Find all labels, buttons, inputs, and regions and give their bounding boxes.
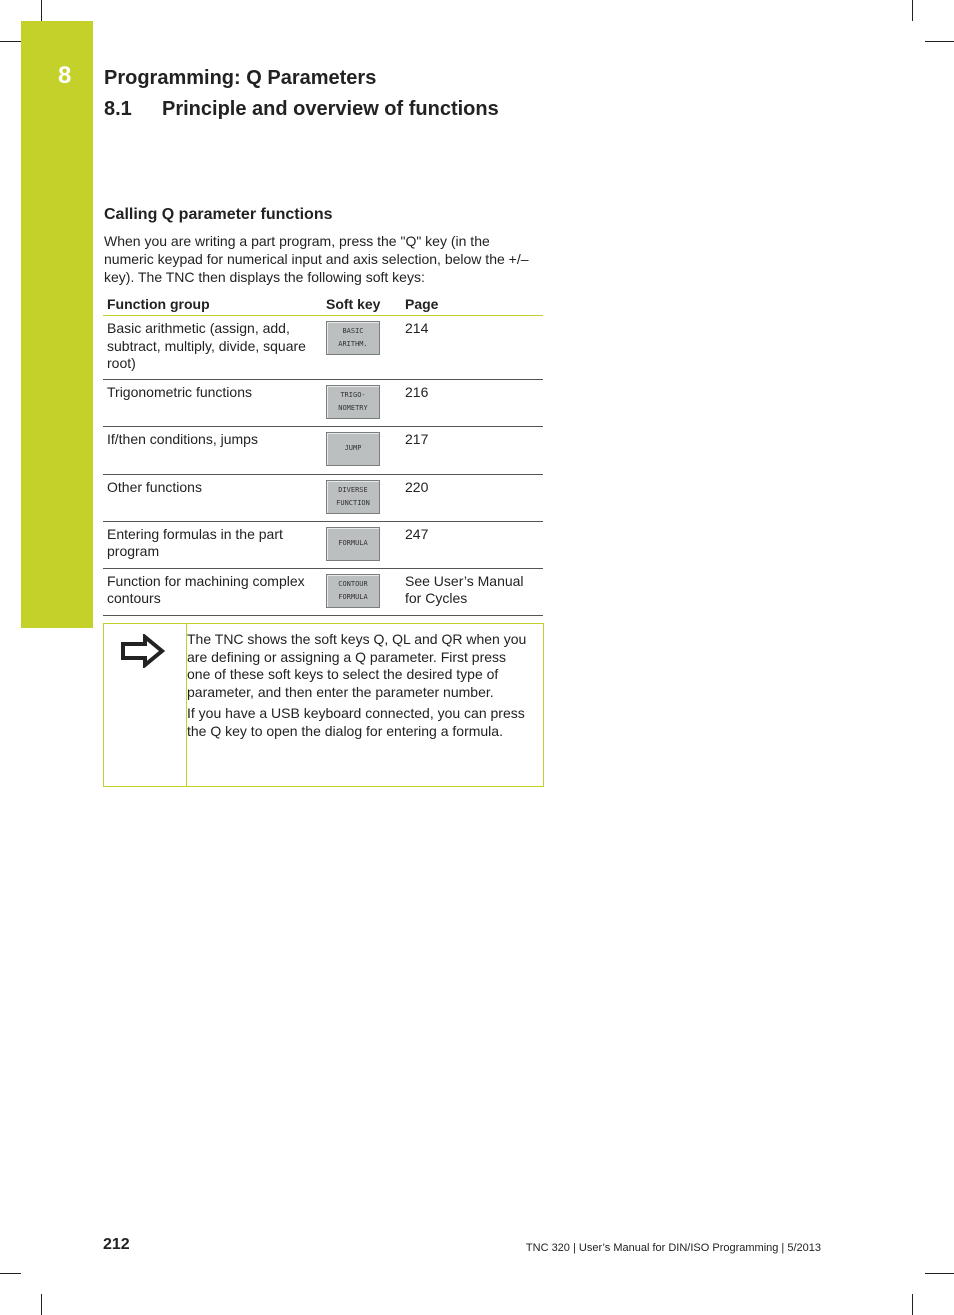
crop-mark [41, 0, 42, 21]
note-text [187, 631, 527, 744]
softkey-label: BASIC [342, 327, 364, 335]
arrow-right-icon [120, 634, 166, 673]
note-paragraph: The TNC shows the soft keys Q, QL and QR when you are defining or assigning a Q parameter. First press one of these soft keys to select the desired type of parameter, and then enter the parameter number. [187, 631, 527, 701]
page-cell: 216 [401, 379, 543, 426]
table-row [103, 426, 543, 474]
softkey-trigonometry[interactable] [326, 385, 380, 419]
softkey-basic-arithm[interactable] [326, 321, 380, 355]
crop-mark [925, 41, 954, 42]
column-header-function-group: Function group [103, 292, 322, 316]
softkey-jump[interactable] [326, 432, 380, 466]
softkey-label: FUNCTION [336, 498, 370, 507]
crop-mark [41, 1294, 42, 1315]
table-row [103, 474, 543, 521]
softkey-label: NOMETRY [338, 403, 368, 412]
column-header-soft-key: Soft key [322, 292, 401, 316]
page-cell: 247 [401, 521, 543, 568]
softkey-label: FORMULA [338, 539, 368, 547]
function-cell: Other functions [103, 474, 322, 521]
softkey-label: ARITHM. [338, 340, 368, 348]
function-table [103, 292, 543, 616]
note-paragraph: If you have a USB keyboard connected, you can press the Q key to open the dialog for entering a formula. [187, 705, 525, 740]
page-number: 212 [103, 1236, 130, 1253]
intro-paragraph: When you are writing a part program, press the "Q" key (in the numeric keypad for numerical input and axis selection, below the +/– key). The TNC then displays the following soft keys: [104, 233, 529, 285]
page-cell: 214 [401, 316, 543, 380]
column-header-page: Page [401, 292, 543, 316]
chapter-tab [21, 21, 93, 628]
page-cell: 217 [401, 426, 543, 474]
chapter-title: Programming: Q Parameters [104, 67, 377, 89]
softkey-label: FORMULA [338, 592, 368, 601]
softkey-label: DIVERSE [338, 485, 368, 494]
function-cell: Trigonometric functions [103, 379, 322, 426]
softkey-label: CONTOUR [338, 579, 368, 588]
function-cell: Entering formulas in the part program [103, 521, 322, 568]
crop-mark [925, 1273, 954, 1274]
softkey-contour-formula[interactable] [326, 574, 380, 608]
crop-mark [912, 0, 913, 21]
table-row [103, 568, 543, 615]
softkey-diverse-function[interactable] [326, 480, 380, 514]
crop-mark [0, 41, 21, 42]
footer-text: TNC 320 | User’s Manual for DIN/ISO Programming | 5/2013 [525, 1242, 821, 1254]
function-cell: Function for machining complex contours [103, 568, 322, 615]
table-header-row [103, 292, 543, 316]
table-row [103, 379, 543, 426]
softkey-label: JUMP [344, 444, 362, 452]
page-cell: 220 [401, 474, 543, 521]
note-box [103, 623, 544, 787]
function-cell: Basic arithmetic (assign, add, subtract, multiply, divide, square root) [103, 316, 322, 380]
softkey-formula[interactable] [326, 527, 380, 561]
chapter-number: 8 [58, 62, 72, 89]
subsection-heading: Calling Q parameter functions [104, 206, 333, 223]
page-cell: See User’s Manual for Cycles [401, 568, 543, 615]
table-row [103, 521, 543, 568]
crop-mark [0, 1273, 21, 1274]
softkey-label: TRIGO- [340, 390, 366, 399]
table-row [103, 316, 543, 380]
section-number: 8.1 [104, 98, 132, 120]
crop-mark [912, 1294, 913, 1315]
function-cell: If/then conditions, jumps [103, 426, 322, 474]
section-title: Principle and overview of functions [162, 98, 499, 120]
